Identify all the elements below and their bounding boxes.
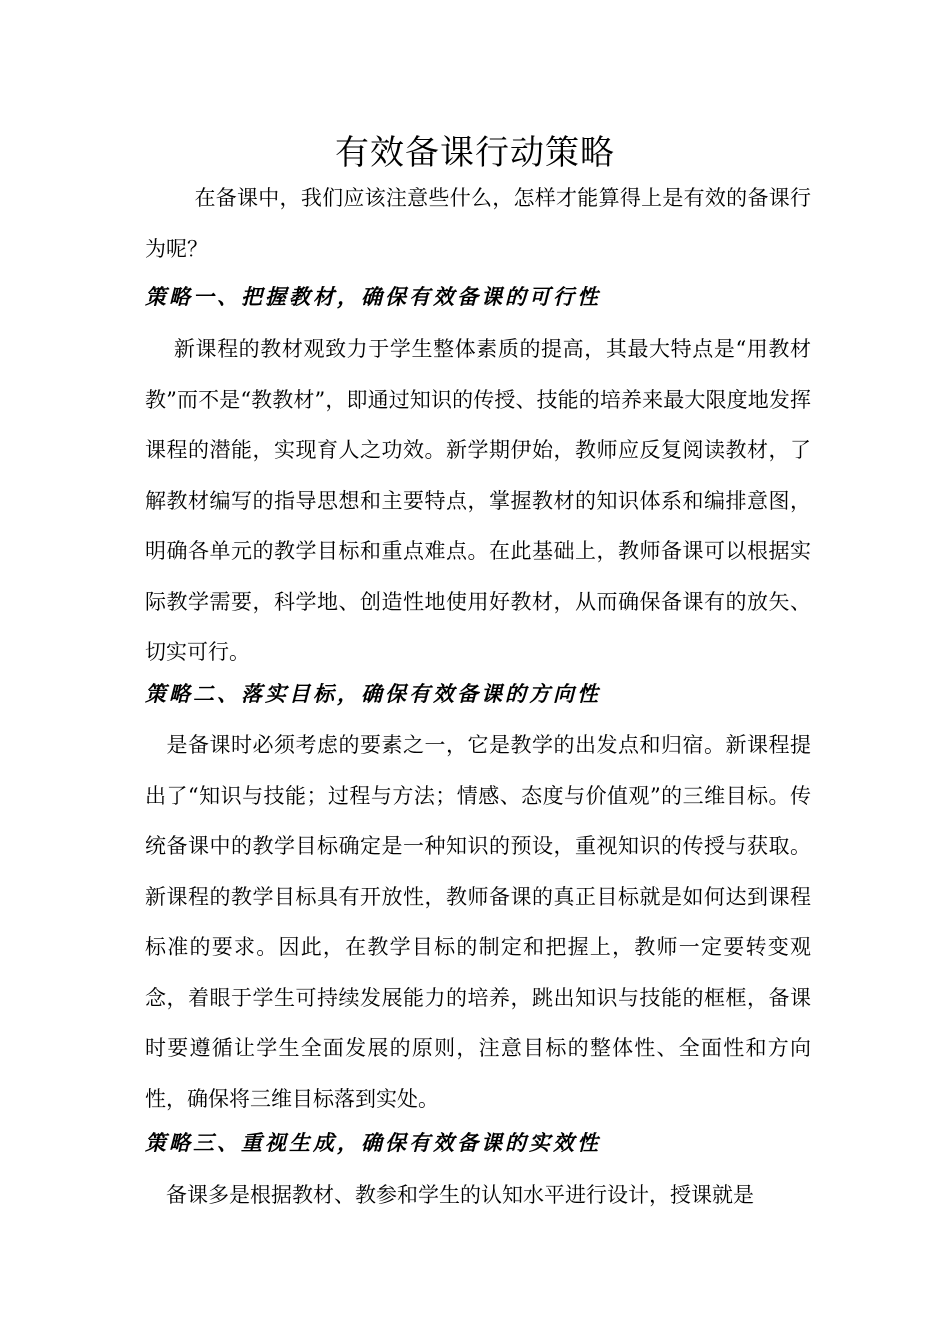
intro-paragraph: 在备课中，我们应该注意些什么，怎样才能算得上是有效的备课行为呢？ (145, 186, 811, 261)
section-heading-3: 策略三、重视生成，确保有效备课的实效性 (145, 1130, 601, 1155)
section-body-2: 是备课时必须考虑的要素之一，它是教学的出发点和归宿。新课程提出了“知识与技能；过程与方法；情感、态度与价值观”的三维目标。传统备课中的教学目标确定是一种知识的预设，重视知识的传授与获取。新课程的教学目标具有开放性，教师备课的真正目标就是如何达到课程标准的要求。因此，在教学目标的制定和把握上，教师一定要转变观念，着眼于学生可持续发展能力的培养，跳出知识与技能的框框，备课时要遵循让学生全面发展的原则，注意目标的整体性、全面性和方向性，确保将三维目标落到实处。 (145, 733, 811, 1111)
section-heading-2: 策略二、落实目标，确保有效备课的方向性 (145, 681, 601, 706)
document-title: 有效备课行动策略 (335, 133, 615, 173)
section-body-3: 备课多是根据教材、教参和学生的认知水平进行设计，授课就是 (145, 1183, 754, 1207)
section-heading-1: 策略一、把握教材，确保有效备课的可行性 (145, 284, 601, 309)
section-body-1: 新课程的教材观致力于学生整体素质的提高，其最大特点是“用教材教”而不是“教教材”，即通过知识的传授、技能的培养来最大限度地发挥课程的潜能，实现育人之功效。新学期伊始，教师应反复阅读教材，了解教材编写的指导思想和主要特点，掌握教材的知识体系和编排意图，明确各单元的教学目标和重点难点。在此基础上，教师备课可以根据实际教学需要，科学地、创造性地使用好教材，从而确保备课有的放矢、切实可行。 (145, 337, 811, 664)
